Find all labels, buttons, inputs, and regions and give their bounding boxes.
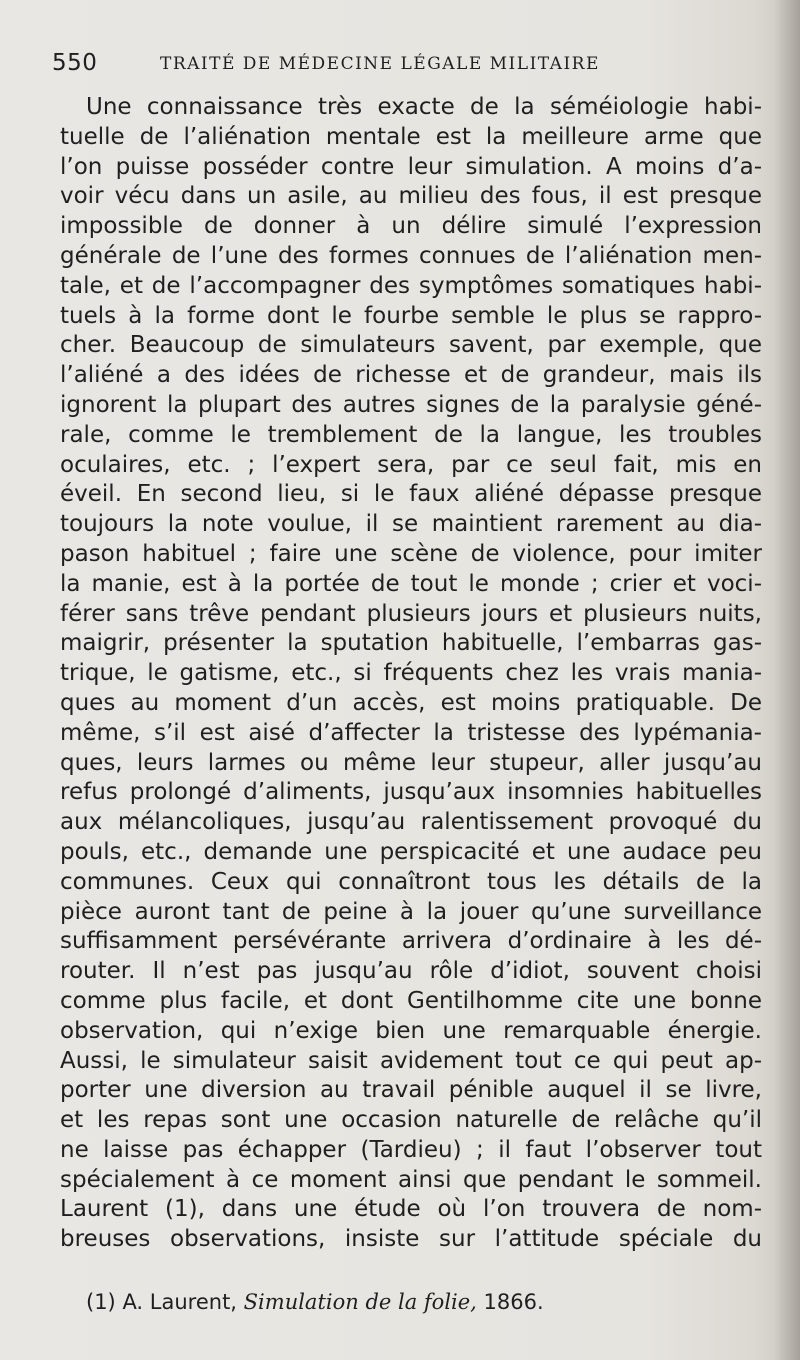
text-line: impossible de donner à un délire simulé l’expression [60, 213, 762, 240]
text-line: toujours la note voulue, il se maintient rarement au dia- [60, 511, 762, 538]
text-line: éveil. En second lieu, si le faux aliéné dépasse presque [60, 481, 762, 508]
text-line: ques, leurs larmes ou même leur stupeur, aller jusqu’au [60, 749, 762, 776]
page-gutter-shadow [774, 0, 800, 1360]
text-line: tale, et de l’accompagner des symptômes somatiques habi- [60, 272, 762, 299]
text-line: l’on puisse posséder contre leur simulation. A moins d’a- [60, 153, 762, 180]
text-line: comme plus facile, et dont Gentilhomme cite une bonne [60, 987, 762, 1014]
text-line: Aussi, le simulateur saisit avidement tout ce qui peut ap- [60, 1047, 762, 1074]
text-line: pason habituel ; faire une scène de violence, pour imiter [60, 540, 762, 567]
running-head [52, 50, 752, 82]
text-line: ques au moment d’un accès, est moins pratiquable. De [60, 689, 762, 716]
text-line: férer sans trêve pendant plusieurs jours et plusieurs nuits, [60, 600, 762, 627]
text-line: maigrir, présenter la sputation habituelle, l’embarras gas- [60, 630, 762, 657]
text-line: suffisamment persévérante arrivera d’ordinaire à les dé- [60, 928, 762, 955]
text-line: router. Il n’est pas jusqu’au rôle d’idiot, souvent choisi [60, 958, 762, 985]
text-line: la manie, est à la portée de tout le monde ; crier et voci- [60, 570, 762, 597]
text-line: générale de l’une des formes connues de l’aliénation men- [60, 242, 762, 269]
text-line: oculaires, etc. ; l’expert sera, par ce seul fait, mis en [60, 451, 762, 478]
footnote-marker: (1) [86, 1290, 116, 1314]
text-line: pièce auront tant de peine à la jouer qu’une surveillance [60, 898, 762, 925]
text-line: refus prolongé d’aliments, jusqu’aux insomnies habituelles [60, 779, 762, 806]
body-paragraph [60, 93, 762, 1255]
footnote-year: 1866. [483, 1290, 544, 1314]
footnote-title: Simulation de la folie, [243, 1290, 477, 1314]
text-line: porter une diversion au travail pénible auquel il se livre, [60, 1077, 762, 1104]
text-line: tuelle de l’aliénation mentale est la meilleure arme que [60, 123, 762, 150]
running-title: TRAITÉ DE MÉDECINE LÉGALE MILITAIRE [160, 54, 600, 74]
text-line: Laurent (1), dans une étude où l’on trouvera de nom- [60, 1196, 762, 1223]
text-line: même, s’il est aisé d’affecter la tristesse des lypémania- [60, 719, 762, 746]
text-line: aux mélancoliques, jusqu’au ralentissement provoqué du [60, 809, 762, 836]
text-line: communes. Ceux qui connaîtront tous les détails de la [60, 868, 762, 895]
text-line: voir vécu dans un asile, au milieu des fous, il est presque [60, 183, 762, 210]
text-line: tuels à la forme dont le fourbe semble le plus se rappro- [60, 302, 762, 329]
text-line: spécialement à ce moment ainsi que pendant le sommeil. [60, 1166, 762, 1193]
text-line: observation, qui n’exige bien une remarquable énergie. [60, 1017, 762, 1044]
footnote [86, 1290, 544, 1314]
text-line: pouls, etc., demande une perspicacité et une audace peu [60, 838, 762, 865]
footnote-author: A. Laurent, [122, 1290, 237, 1314]
page-number: 550 [52, 50, 98, 76]
text-line: l’aliéné a des idées de richesse et de grandeur, mais ils [60, 362, 762, 389]
text-line: ignorent la plupart des autres signes de la paralysie géné- [60, 391, 762, 418]
text-line: rale, comme le tremblement de la langue, les troubles [60, 421, 762, 448]
text-line: trique, le gatisme, etc., si fréquents chez les vrais mania- [60, 660, 762, 687]
text-line: breuses observations, insiste sur l’attitude spéciale du [60, 1226, 762, 1253]
text-line: ne laisse pas échapper (Tardieu) ; il faut l’observer tout [60, 1136, 762, 1163]
text-line: Une connaissance très exacte de la séméiologie habi- [86, 94, 762, 120]
text-line: et les repas sont une occasion naturelle de relâche qu’il [60, 1107, 762, 1134]
text-line: cher. Beaucoup de simulateurs savent, par exemple, que [60, 332, 762, 359]
